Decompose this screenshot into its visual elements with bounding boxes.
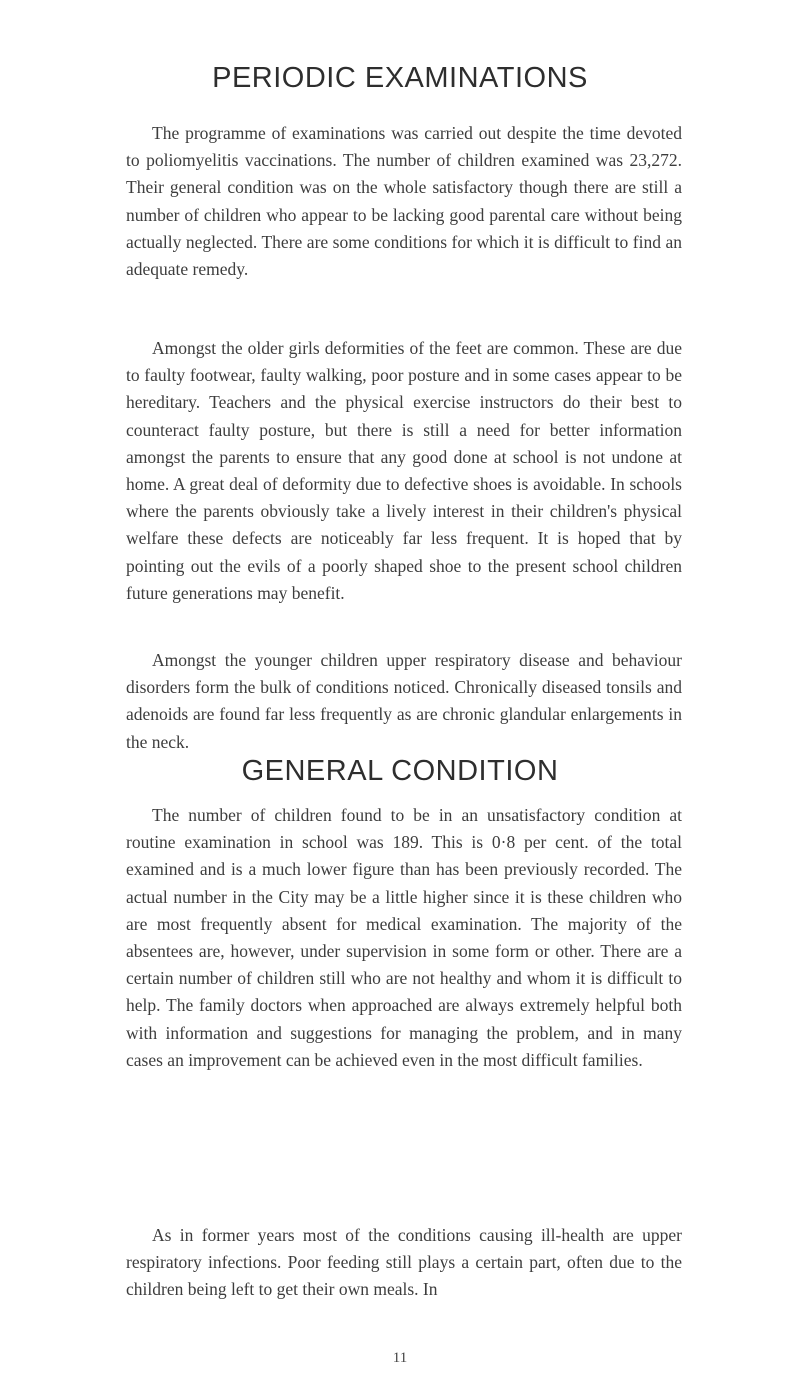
paragraph: Amongst the older girls deformities of the feet are common. These are due to faulty footwear, faulty walking, poor posture and in some cases appear to be hereditary. Teachers and the physical exercise instructors do their best to counteract faulty posture, but there is still a need for better information amongst the parents to ensure that any good done at school is not undone at home. A great deal of deformity due to defective shoes is avoidable. In schools where the parents obviously take a lively interest in their children's physical welfare these defects are noticeably far less frequent. It is hoped that by pointing out the evils of a poorly shaped shoe to the present school children future generations may benefit.: [126, 338, 682, 603]
paragraph: The number of children found to be in an unsatisfactory condition at routine examination in school was 189. This is 0·8 per cent. of the total examined and is a much lower figure than has been previously recorded. The actual number in the City may be a little higher since it is these children who are most frequently absent for medical examination. The majority of the absentees are, however, under supervision in some form or other. There are a certain number of children still who are not healthy and whom it is difficult to help. The family doctors when approached are always extremely helpful both with information and suggestions for managing the problem, and in many cases an improvement can be achieved even in the most difficult families.: [126, 805, 682, 1070]
paragraph: The programme of examinations was carried out despite the time devoted to poliomyelitis vaccinations. The number of children examined was 23,272. Their general condition was on the whole satisfactory though there are still a number of children who appear to be lacking good parental care without being actually neglected. There are some conditions for which it is difficult to find an adequate remedy.: [126, 123, 682, 280]
section-heading-general-condition: GENERAL CONDITION: [241, 755, 559, 787]
page-number: 11: [392, 1350, 408, 1366]
paragraph: As in former years most of the conditions causing ill-health are upper respiratory infections. Poor feeding still plays a certain part, often due to the children being left to get their own meals. In: [126, 1225, 682, 1300]
paragraph: Amongst the younger children upper respiratory disease and behaviour disorders form the bulk of conditions noticed. Chronically diseased tonsils and adenoids are found far less frequently as are chronic glandular enlargements in the neck.: [126, 650, 682, 752]
section-heading-periodic-examinations: PERIODIC EXAMINATIONS: [212, 62, 588, 94]
